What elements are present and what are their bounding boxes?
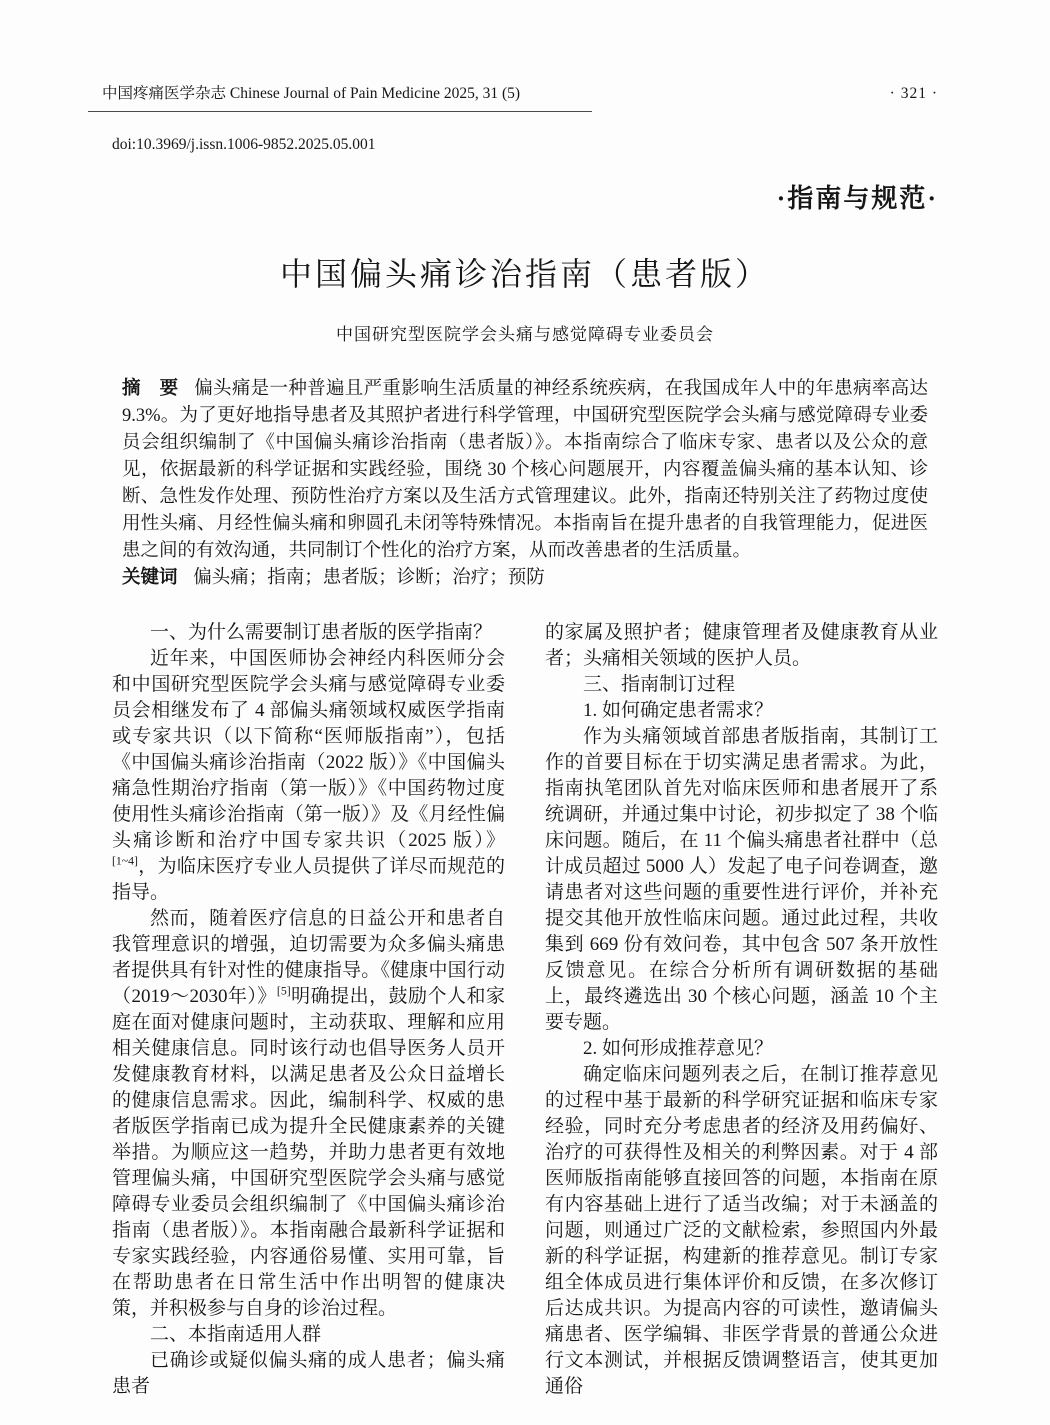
paragraph: 确定临床问题列表之后，在制订推荐意见的过程中基于最新的科学研究证据和临床专家经验，同时充分考虑患者的经济及用药偏好、治疗的可获得性及相关的利弊因素。对于 4 部医师版指南能够直接回答的问题，本指南在原有内容基础上进行了适当改编；对于未涵盖的问题，则通过广泛的文献检索，参照国内外最新的科学证据，构建新的推荐意见。制订专家组全体成员进行集体评价和反馈，在多次修订后达成共识。为提高内容的可读性，邀请偏头痛患者、医学编辑、非医学背景的普通公众进行文本测试，并根据反馈调整语言，使其更加通俗 (545, 1064, 938, 1397)
section-heading: 一、为什么需要制订患者版的医学指南？ (150, 622, 493, 643)
keywords-label: 关键词 (122, 568, 178, 588)
paragraph: 作为头痛领域首部患者版指南，其制订工作的首要目标在于切实满足患者需求。为此，指南执笔团队首先对临床医师和患者展开了系统调研，并通过集中讨论，初步拟定了 38 个临床问题。随后，在 11 个偏头痛患者社群中（总计成员超过 5000 人）发起了电子问卷调查，邀请患者对这些问题的重要性进行评价，并补充提交其他开放性临床问题。通过此过程，共收集到 669 份有效问卷，其中包含 507 条开放性反馈意见。在综合分析所有调研数据的基础上，最终遴选出 30 个核心问题，涵盖 10 个主要专题。 (545, 726, 938, 1033)
paragraph: 已确诊或疑似偏头痛的成人患者；偏头痛患者 (112, 1350, 505, 1397)
column-left (112, 620, 505, 1400)
section-heading: 1. 如何确定患者需求？ (583, 700, 774, 721)
journal-title: 中国疼痛医学杂志 Chinese Journal of Pain Medicine 2025, 31 (5) (88, 84, 592, 112)
reference-superscript: [1~4] (112, 854, 138, 868)
article-author: 中国研究型医院学会头痛与感觉障碍专业委员会 (336, 325, 714, 344)
section-heading: 2. 如何形成推荐意见？ (583, 1038, 774, 1059)
section-heading: 二、本指南适用人群 (150, 1324, 322, 1345)
abstract-text: 偏头痛是一种普遍且严重影响生活质量的神经系统疾病，在我国成年人中的年患病率高达 9.3%。为了更好地指导患者及其照护者进行科学管理，中国研究型医院学会头痛与感觉障碍专业委员会组织编制了《中国偏头痛诊治指南（患者版）》。本指南综合了临床专家、患者以及公众的意见，依据最新的科学证据和实践经验，围绕 30 个核心问题展开，内容覆盖偏头痛的基本认知、诊断、急性发作处理、预防性治疗方案以及生活方式管理建议。此外，指南还特别关注了药物过度使用性头痛、月经性偏头痛和卵圆孔未闭等特殊情况。本指南旨在提升患者的自我管理能力，促进医患之间的有效沟通，共同制订个性化的治疗方案，从而改善患者的生活质量。 (122, 379, 928, 561)
paragraph: 然而，随着医疗信息的日益公开和患者自我管理意识的增强，迫切需要为众多偏头痛患者提供具有针对性的健康指导。《健康中国行动（2019～2030年）》[5]明确提出，鼓励个人和家庭在面对健康问题时，主动获取、理解和应用相关健康信息。同时该行动也倡导医务人员开发健康教育材料，以满足患者及公众日益增长的健康信息需求。因此，编制科学、权威的患者版医学指南已成为提升全民健康素养的关键举措。为顺应这一趋势，并助力患者更有效地管理偏头痛，中国研究型医院学会头痛与感觉障碍专业委员会组织编制了《中国偏头痛诊治指南（患者版）》。本指南融合最新科学证据和专家实践经验，内容通俗易懂、实用可靠，旨在帮助患者在日常生活中作出明智的健康决策，并积极参与自身的诊治过程。 (112, 908, 505, 1319)
page-header (102, 84, 938, 112)
paragraph: 近年来，中国医师协会神经内科医师分会和中国研究型医院学会头痛与感觉障碍专业委员会相继发布了 4 部偏头痛领域权威医学指南或专家共识（以下简称“医师版指南”），包括《中国偏头痛诊治指南（2022 版）》《中国偏头痛急性期治疗指南（第一版）》《中国药物过度使用性头痛诊治指南（第一版）》及《月经性偏头痛诊断和治疗中国专家共识（2025 版）》[1~4]，为临床医疗专业人员提供了详尽而规范的指导。 (112, 648, 505, 903)
abstract-block (122, 376, 928, 592)
body-columns (112, 620, 938, 1400)
reference-superscript: [5] (276, 984, 291, 998)
abstract-label: 摘 要 (122, 379, 179, 399)
abstract-paragraph (122, 376, 928, 565)
keywords-text: 偏头痛；指南；患者版；诊断；治疗；预防 (193, 568, 545, 588)
section-heading: 三、指南制订过程 (583, 674, 736, 695)
keywords-paragraph (122, 565, 928, 592)
paragraph: 的家属及照护者；健康管理者及健康教育从业者；头痛相关领域的医护人员。 (545, 622, 938, 669)
page-number: · 321 · (889, 85, 938, 102)
article-title: 中国偏头痛诊治指南（患者版） (279, 256, 770, 292)
section-label: ·指南与规范· (776, 184, 938, 213)
doi-line: doi:10.3969/j.issn.1006-9852.2025.05.001 (112, 136, 376, 153)
column-right (545, 620, 938, 1400)
